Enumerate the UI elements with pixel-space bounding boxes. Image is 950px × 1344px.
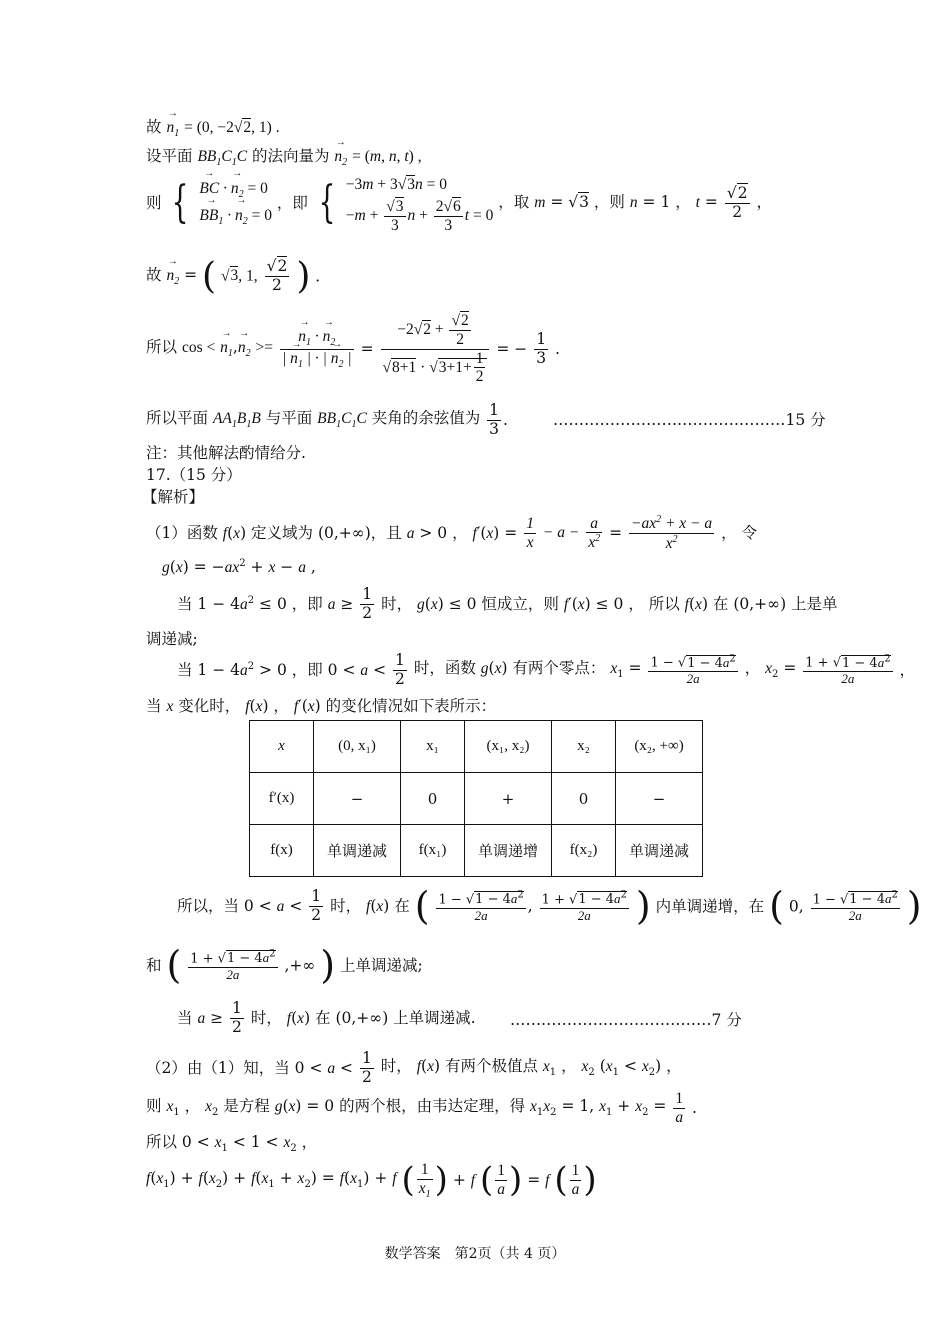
table-cell: − <box>616 773 703 825</box>
table-cell: 单调递减 <box>314 825 401 877</box>
line-12: 当 $1 - 4a^2 \le 0$ ，即 a ≥ $\frac{1}{2}$ 时， g(x) ≤ 0 恒成立，则 f′(x) ≤ 0 ， 所以 f(x) 在 (0,+∞) 上是单 <box>177 585 838 622</box>
line-1 <box>146 118 280 140</box>
line-11: $g(x) = -ax^2 + x - a$ , <box>162 558 316 577</box>
eq-n1: = (0, −2√2, 1) . <box>184 119 280 136</box>
line-19: （2）由（1）知，当 0 < a < $\frac{1}{2}$ 时， f(x) 有两个极值点 $x_1$ ， $x_2$ $(x_1 < x_2)$ ， <box>146 1049 682 1086</box>
score-15: ………………………………………15 分 <box>553 411 826 429</box>
system-2: −3m + 3√3n = 0 −m + $\frac{√3}{3}$ n + $\frac{2√6}{3}$ t = 0 <box>345 176 494 235</box>
line-15: 当 x 变化时， f(x) ， f′(x) 的变化情况如下表所示： <box>146 697 497 715</box>
table-cell: (x₁, x₂) <box>465 721 552 773</box>
question-17-title: 17.（15 分） <box>146 466 242 484</box>
line-3-system: 则 { → BC · → $n_2 = 0$ → $BB_1$ · → $n_2 = 0$ ，即 { −3m + 3√3n = 0 −m + $\frac{√3}{3}$ n + $\frac{2√6}{3}$ t = 0 ，取 m = √3 ，则 n = 1 ， t = $\frac{√2}{2}$ ， <box>146 172 772 235</box>
table-cell: x₁ <box>401 721 465 773</box>
table-cell: − <box>314 773 401 825</box>
table-cell: f(x₂) <box>552 825 616 877</box>
table-cell: 单调递增 <box>465 825 552 877</box>
page-footer: 数学答案 第2页（共 4 页） <box>384 1246 566 1262</box>
table-cell: 单调递减 <box>616 825 703 877</box>
analysis-label: 【解析】 <box>142 488 205 506</box>
table-cell: f(x) <box>250 825 314 877</box>
line-13: 调递减; <box>146 630 198 648</box>
line-17: 和 ( $\frac{1 + √1 - 4a^2}{2a}$ ,+∞ ) 上单调递减; <box>146 943 423 987</box>
line-22: $f(x_1) + f(x_2) + f(x_1 + x_2) = f(x_1) + f$ ( $\frac{1}{x_1}$ ) + f ( $\frac{1}{a}$ ) = f ( $\frac{1}{a}$ ) <box>146 1160 597 1200</box>
vector-n2: → $n_2$ <box>334 148 347 169</box>
line-10: （1）函数 f(x) 定义域为 (0,+∞)，且 a > 0 ， f′(x) = $\frac{1}{x}$ − a − $\frac{a}{x^2}$ = $\frac{-ax^2 + x - a}{x^2}$ ， 令 <box>146 514 758 553</box>
table-row <box>250 825 703 877</box>
vector-n1: → $n_1$ <box>166 119 179 140</box>
line-20: 则 $x_1$ ， $x_2$ 是方程 g(x) = 0 的两个根，由韦达定理，得 $x_1x_2 = 1$, $x_1 + x_2$ = $\frac{1}{a}$ . <box>146 1090 697 1126</box>
line-6: 所以平面 $AA_1B_1B$ 与平面 $BB_1C_1C$ 夹角的余弦值为 $\frac{1}{3}$ . <box>146 401 508 438</box>
table-cell: 0 <box>552 773 616 825</box>
table-cell: + <box>465 773 552 825</box>
table-cell: (x₂, +∞) <box>616 721 703 773</box>
table-cell: (0, x₁) <box>314 721 401 773</box>
table-cell: f(x₁) <box>401 825 465 877</box>
line-14: 当 $1 - 4a^2 > 0$ ，即 0 < a < $\frac{1}{2}$ 时，函数 g(x) 有两个零点： $x_1$ = $\frac{1 - √1 - 4a^2}{2a}$ ， $x_2$ = $\frac{1 + √1 - 4a^2}{2a}$ ， <box>177 651 916 688</box>
note-line: 注：其他解法酌情给分. <box>146 444 306 462</box>
table-cell: 0 <box>401 773 465 825</box>
table-row <box>250 721 703 773</box>
line-2: 设平面 $BB_1C_1C$ 的法向量为 → $n_2 = (m$, n, t) , <box>146 147 422 169</box>
line-21: 所以 $0 < x_1 < 1 < x_2$ ， <box>146 1133 318 1155</box>
line-18: 当 a ≥ $\frac{1}{2}$ 时， f(x) 在 (0,+∞) 上单调递减. <box>177 999 476 1036</box>
table-cell: x <box>250 721 314 773</box>
line-4: 故 → $n_2$ = ( √3, 1, $\frac{√2}{2}$ ) . <box>146 255 320 298</box>
text-gu: 故 <box>146 118 162 136</box>
table-cell: x₂ <box>552 721 616 773</box>
variation-table <box>249 720 703 877</box>
system-1: → BC · → $n_2 = 0$ → $BB_1$ · → $n_2 = 0$ <box>199 176 272 230</box>
table-row <box>250 773 703 825</box>
score-7: …………………………………7 分 <box>510 1011 742 1029</box>
table-cell: f′(x) <box>250 773 314 825</box>
line-16: 所以，当 0 < a < $\frac{1}{2}$ 时， f(x) 在 ( $\frac{1 - √1 - 4a^2}{2a}$ , $\frac{1 + √1 - 4a^2}{2a}$ ) 内单调递增，在 ( 0, $\frac{1 - √1 - 4a^2}{2a}$ ) <box>177 884 922 928</box>
line-5-cos: 所以 cos < → $n_1,\to n_2$ >= → $\frac{n_1 \cdot \to n_2}{| \to n_1 | \cdot | \to n_2 |}$ = −2√2 + $\frac{√2}{2}$ √8+1 · √3+1+ $\frac{1}{2}$ = − $\frac{1}{3}$ . <box>146 312 560 386</box>
